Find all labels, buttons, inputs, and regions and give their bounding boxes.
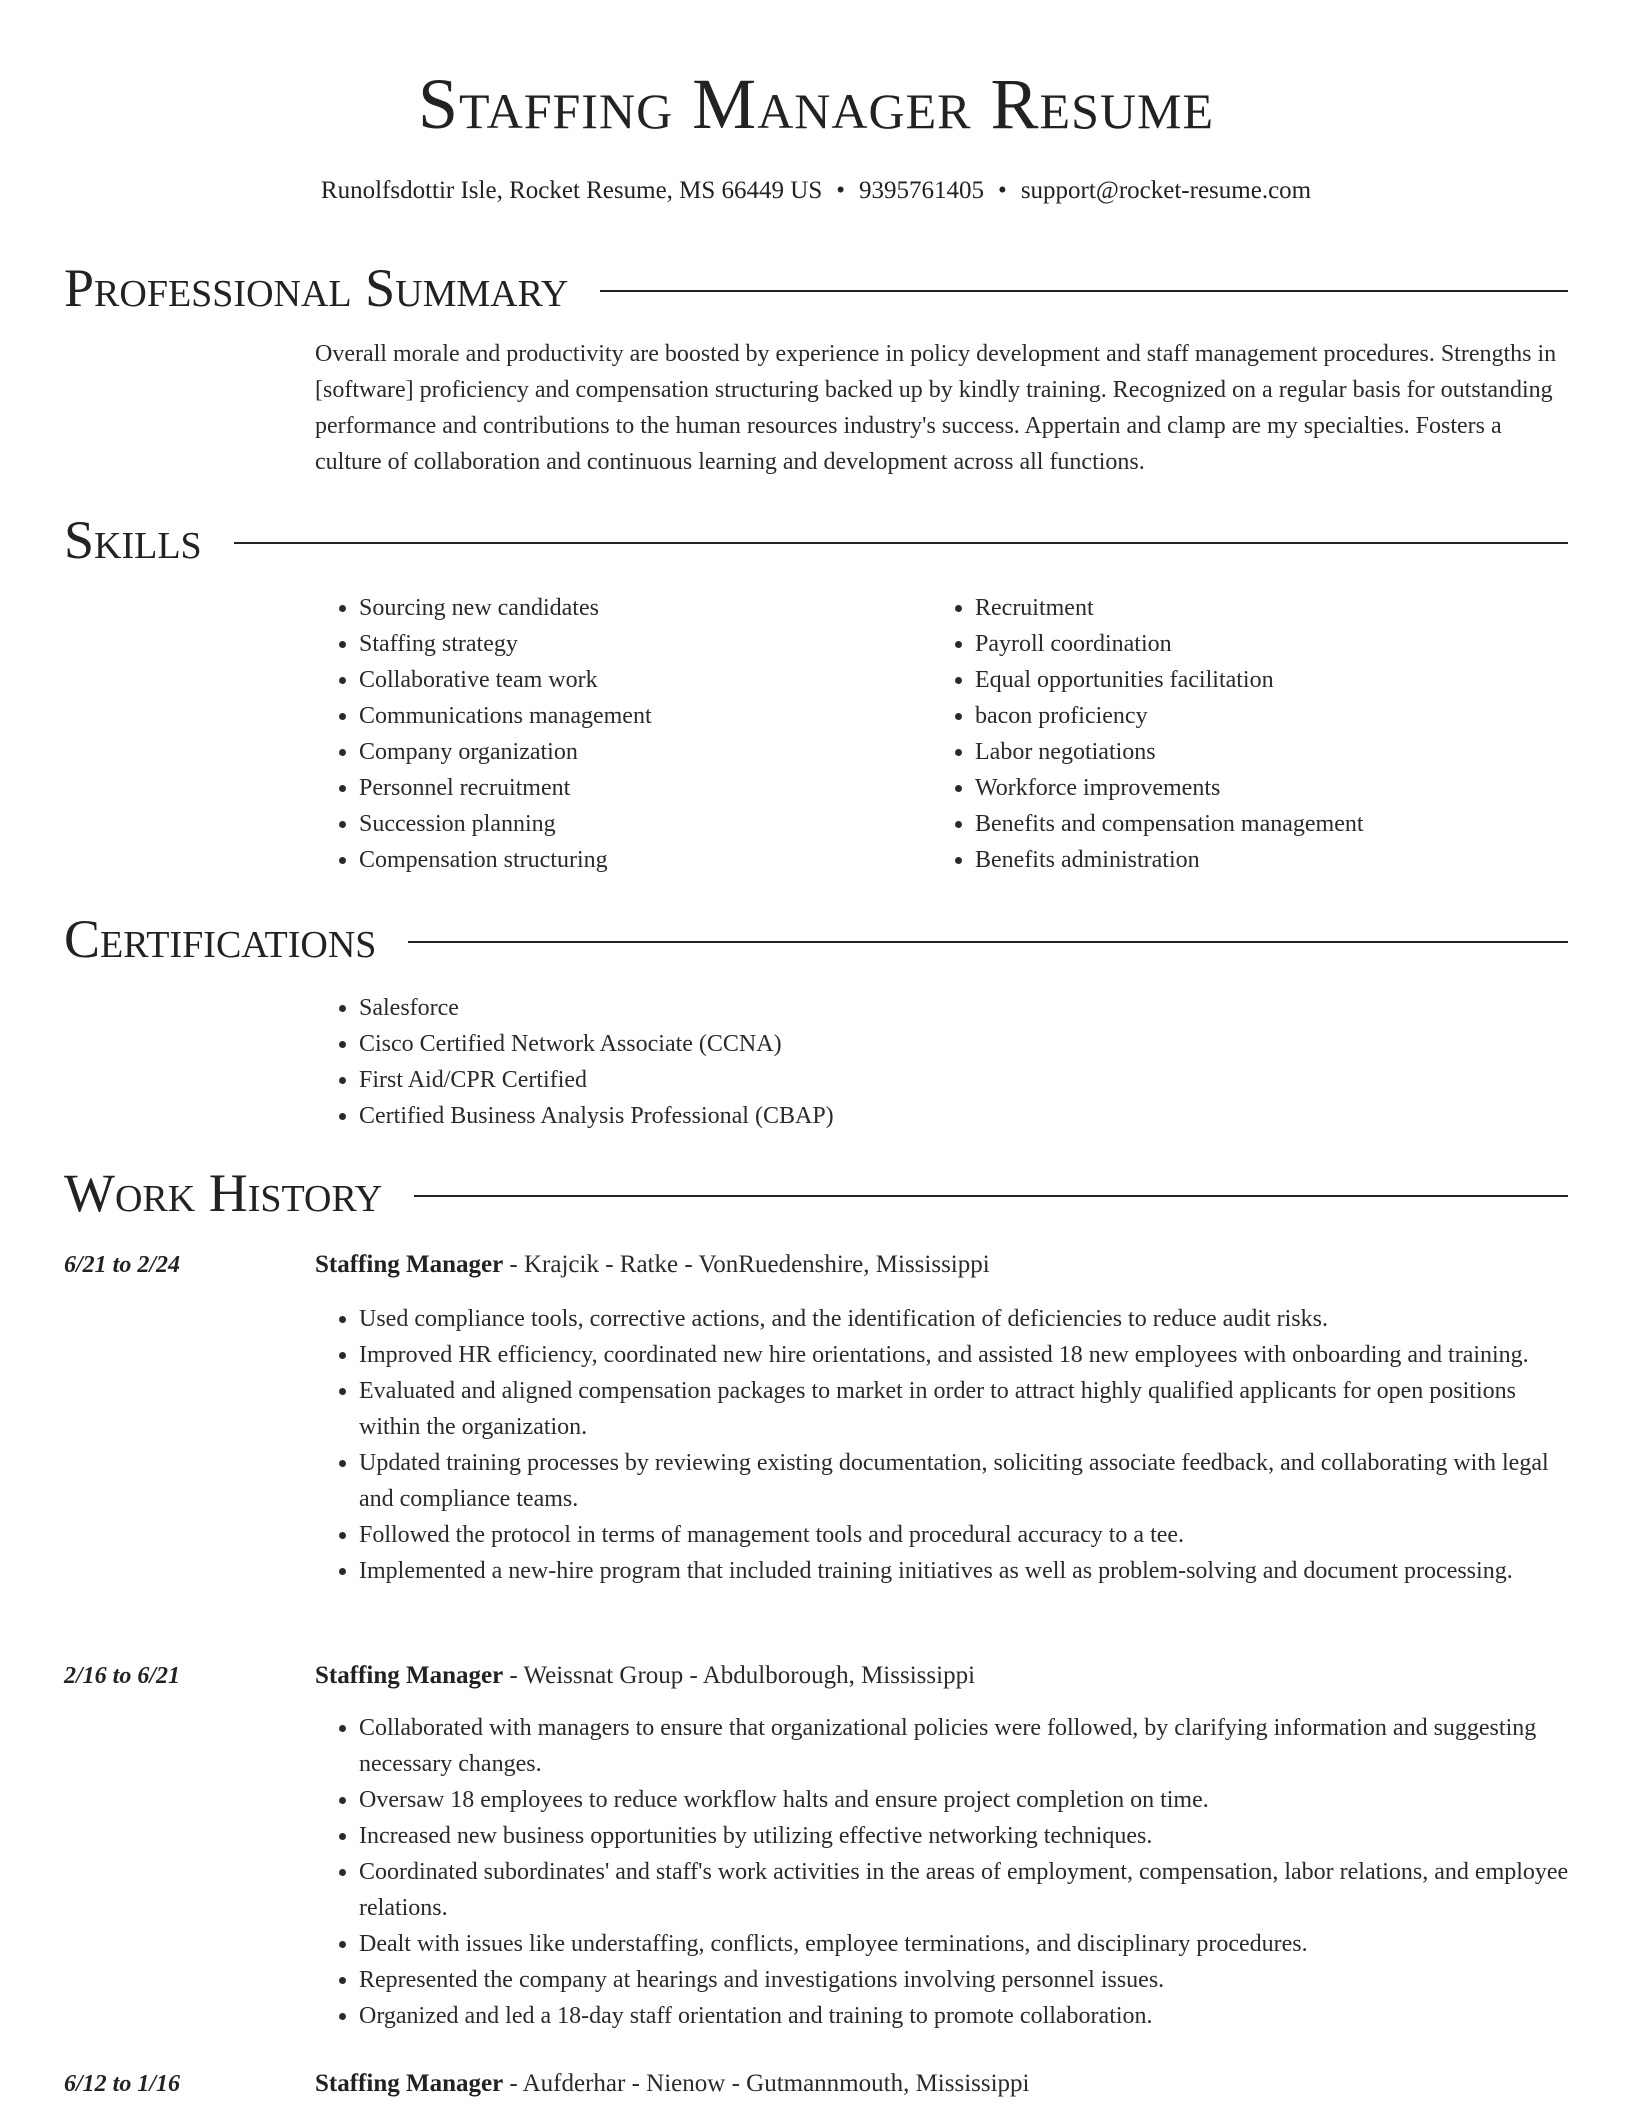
job-bullet: • Implemented a new-hire program that included training initiatives as well as problem-solving and document processing. [359,1553,1570,1589]
skill-item: • Compensation structuring [359,842,915,878]
certification-item: • First Aid/CPR Certified [359,1062,1570,1098]
job-company-location: - Krajcik - Ratke - VonRuedenshire, Mississippi [503,1251,990,1278]
contact-phone: 9395761405 [859,177,985,204]
job-company-location: - Weissnat Group - Abdulborough, Mississippi [503,1662,976,1689]
job-bullets [315,1710,1570,2034]
job-bullet: • Improved HR efficiency, coordinated new hire orientations, and assisted 18 new employees with onboarding and training. [359,1337,1570,1373]
summary-heading: Professional Summary [64,258,569,318]
job-role: Staffing Manager [315,1662,504,1689]
job-company-location: - Aufderhar - Nienow - Gutmannmouth, Mississippi [503,2070,1030,2097]
contact-email: support@rocket-resume.com [1020,177,1312,204]
summary-section-header [64,256,1568,320]
job-heading [315,2066,1570,2102]
skill-item: • Benefits administration [975,842,1531,878]
job-bullet: • Organized and led a 18-day staff orientation and training to promote collaboration. [359,1998,1570,2034]
work-history-heading: Work History [64,1163,383,1223]
contact-line [0,174,1632,208]
job-bullet: • Represented the company at hearings and investigations involving personnel issues. [359,1962,1570,1998]
resume-title: Staffing Manager Resume [418,64,1214,144]
job-bullet: • Oversaw 18 employees to reduce workflow halts and ensure project completion on time. [359,1782,1570,1818]
certifications-list [315,990,1570,1134]
job-bullet-list [315,1301,1570,1589]
certification-item: • Cisco Certified Network Associate (CCNA) [359,1026,1570,1062]
skill-item: • Staffing strategy [359,626,915,662]
skill-item: • Company organization [359,734,915,770]
job-bullet: • Collaborated with managers to ensure that organizational policies were followed, by clarifying information and suggesting necessary changes. [359,1710,1570,1782]
skill-item: • Communications management [359,698,915,734]
contact-separator: • [998,177,1007,204]
job-heading [315,1247,1570,1283]
job-role: Staffing Manager [315,2070,504,2097]
skill-item: • Personnel recruitment [359,770,915,806]
certifications-heading: Certifications [64,909,377,969]
job-bullet: • Followed the protocol in terms of management tools and procedural accuracy to a tee. [359,1517,1570,1553]
skill-item: • Sourcing new candidates [359,590,915,626]
job-bullet: • Evaluated and aligned compensation packages to market in order to attract highly qualified applicants for open positions within the organization. [359,1373,1570,1445]
skill-item: • Equal opportunities facilitation [975,662,1531,698]
skills-right-list [931,590,1531,878]
skills-section-header [64,508,1568,572]
section-divider [600,290,1568,292]
skill-item: • Collaborative team work [359,662,915,698]
certifications-list-wrap [315,990,1570,1134]
skill-item: • Workforce improvements [975,770,1531,806]
job-bullet: • Updated training processes by reviewing existing documentation, soliciting associate feedback, and collaborating with legal and compliance teams. [359,1445,1570,1517]
contact-separator: • [836,177,846,204]
skill-item: • bacon proficiency [975,698,1531,734]
skill-item: • Succession planning [359,806,915,842]
skills-right-column [931,590,1531,878]
skills-left-column [315,590,915,878]
skill-item: • Payroll coordination [975,626,1531,662]
skill-item: • Benefits and compensation management [975,806,1531,842]
section-divider [408,941,1568,943]
work-history-section-header [64,1161,1568,1225]
job-bullet: • Increased new business opportunities by utilizing effective networking techniques. [359,1818,1570,1854]
job-dates: 6/21 to 2/24 [64,1252,181,1278]
section-divider [234,542,1568,544]
contact-address: Runolfsdottir Isle, Rocket Resume, MS 66449 US [320,177,823,204]
job-dates: 6/12 to 1/16 [64,2071,181,2097]
certification-item: • Certified Business Analysis Professional (CBAP) [359,1098,1570,1134]
section-divider [414,1195,1568,1197]
certifications-section-header [64,907,1568,971]
certification-item: • Salesforce [359,990,1570,1026]
job-bullets [315,1301,1570,1589]
summary-text: Overall morale and productivity are boosted by experience in policy development and staff management procedures. Strengths in [software] proficiency and compensation structuring backed up by kindly training. Recognized on a regular basis for outstanding performance and contributions to the human resources industry's success. Appertain and clamp are my specialties. Fosters a culture of collaboration and continuous learning and development across all functions. [315,341,1557,475]
skills-left-list [315,590,915,878]
skills-heading: Skills [64,510,202,570]
job-role: Staffing Manager [315,1251,504,1278]
skill-item: • Recruitment [975,590,1531,626]
job-dates: 2/16 to 6/21 [64,1663,181,1689]
job-bullet-list [315,1710,1570,2034]
job-heading [315,1658,1570,1694]
job-bullet: • Used compliance tools, corrective actions, and the identification of deficiencies to reduce audit risks. [359,1301,1570,1337]
job-bullet: • Coordinated subordinates' and staff's work activities in the areas of employment, compensation, labor relations, and employee relations. [359,1854,1570,1926]
skill-item: • Labor negotiations [975,734,1531,770]
job-bullet: • Dealt with issues like understaffing, conflicts, employee terminations, and disciplinary procedures. [359,1926,1570,1962]
